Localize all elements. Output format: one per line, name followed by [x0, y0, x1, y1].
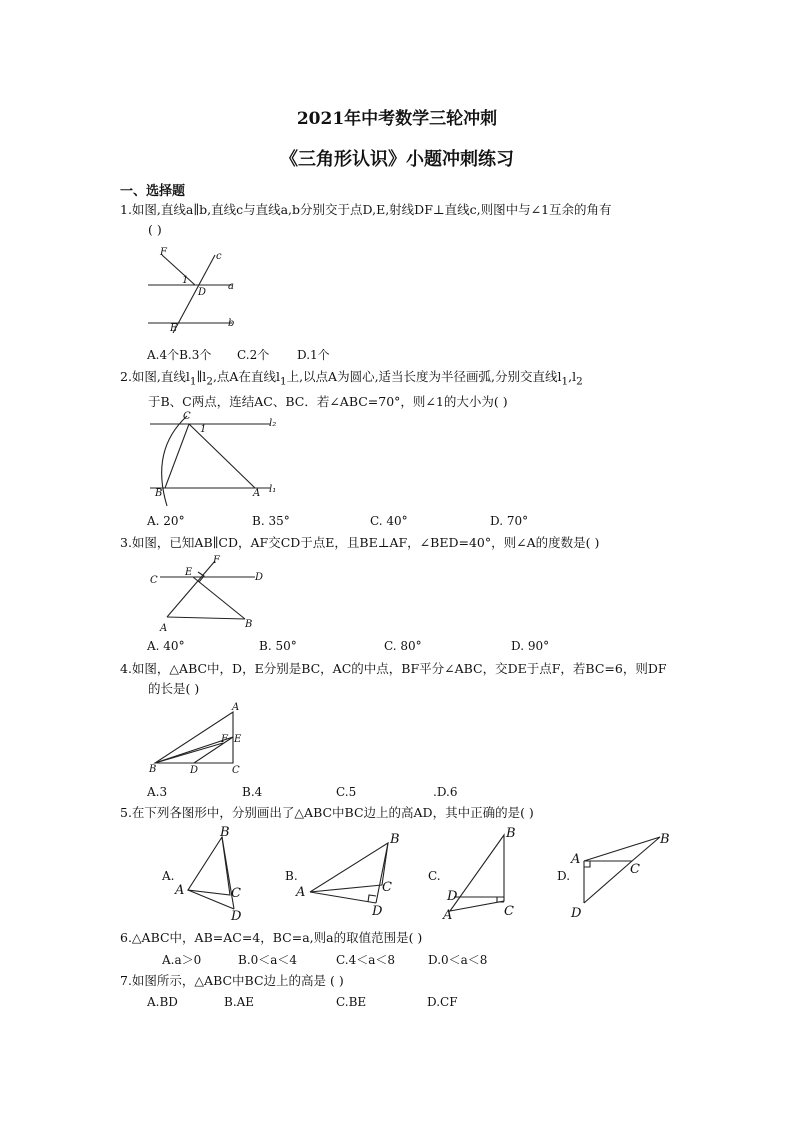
- label-C: C: [382, 880, 392, 895]
- label-D: D: [447, 889, 458, 904]
- question-1: [120, 200, 720, 240]
- label-C: C: [630, 862, 640, 877]
- label-D: D: [198, 287, 207, 298]
- page-title: 2021年中考数学三轮冲刺: [296, 109, 498, 129]
- label-F: F: [213, 555, 220, 566]
- label-1: 1: [182, 275, 189, 286]
- option-q1-ab[interactable]: A.4个B.3个: [147, 348, 212, 362]
- label-C: C: [231, 886, 241, 901]
- option-q6-d[interactable]: D.0＜a＜8: [428, 953, 488, 967]
- label-A: A: [253, 488, 261, 499]
- question-5-text: 5.在下列各图形中，分别画出了△ABC中BC边上的高AD，其中正确的是( ): [120, 805, 534, 820]
- option-q7-d[interactable]: D.CF: [427, 995, 458, 1009]
- label-B: B: [390, 832, 400, 847]
- question-5: [120, 803, 720, 823]
- option-q6-a[interactable]: A.a＞0: [162, 953, 202, 967]
- option-q3-c[interactable]: C. 80°: [384, 639, 422, 653]
- label-D: D: [372, 904, 383, 919]
- option-q6-c[interactable]: C.4＜a＜8: [336, 953, 395, 967]
- label-A: A: [175, 883, 185, 898]
- label-D: D: [190, 765, 199, 776]
- question-7: [120, 971, 720, 991]
- question-7-text: 7.如图所示，△ABC中BC边上的高是 ( ): [120, 973, 344, 988]
- question-2: [120, 367, 720, 412]
- label-A: A: [571, 852, 581, 867]
- label-A: A: [296, 885, 306, 900]
- question-1-text: 1.如图,直线a∥b,直线c与直线a,b分别交于点D,E,射线DF⊥直线c,则图中与∠1互余的角有: [120, 202, 612, 217]
- figure-q4: [145, 700, 255, 778]
- option-q4-b[interactable]: B.4: [242, 785, 263, 799]
- label-D: D: [571, 906, 582, 921]
- option-q7-c[interactable]: C.BE: [336, 995, 367, 1009]
- question-6-text: 6.△ABC中，AB=AC=4，BC=a,则a的取值范围是( ): [120, 930, 423, 945]
- option-q3-d[interactable]: D. 90°: [511, 639, 550, 653]
- label-A: A: [443, 908, 453, 923]
- option-q3-b[interactable]: B. 50°: [259, 639, 297, 653]
- label-E: E: [234, 734, 242, 745]
- figure-q3: [145, 555, 275, 635]
- option-q2-b[interactable]: B. 35°: [252, 514, 290, 528]
- label-A: A: [160, 623, 168, 634]
- label-B: B: [245, 619, 253, 630]
- option-q6-b[interactable]: B.0＜a＜4: [238, 953, 298, 967]
- question-3-text: 3.如图，已知AB∥CD，AF交CD于点E，且BE⊥AF，∠BED=40°，则∠A的度数是( ): [120, 535, 600, 550]
- figure-q5-d: [570, 825, 680, 925]
- q5-fig-label-c[interactable]: C.: [428, 869, 441, 883]
- q5-fig-label-a[interactable]: A.: [162, 869, 175, 883]
- label-1: 1: [200, 424, 207, 435]
- label-b: b: [228, 318, 235, 329]
- question-4-text: 4.如图，△ABC中，D，E分别是BC，AC的中点，BF平分∠ABC，交DE于点F，若BC=6，则DF: [120, 661, 667, 676]
- label-B: B: [220, 825, 230, 840]
- option-q7-b[interactable]: B.AE: [224, 995, 255, 1009]
- question-2-text: 2.如图,直线$l_1\parallel l_2$,点A在直线$l_1$上,以点A为圆心,适当长度为半径画弧,分别交直线$l_1,l_2$: [120, 369, 583, 388]
- label-C: C: [183, 411, 191, 422]
- label-a: a: [228, 281, 234, 292]
- label-C: C: [150, 575, 158, 586]
- page-subtitle: 《三角形认识》小题冲刺练习: [280, 149, 514, 170]
- q5-fig-label-b[interactable]: B.: [285, 869, 298, 883]
- label-E: E: [170, 323, 178, 334]
- figure-q5-b: [296, 825, 416, 925]
- figure-q5-c: [440, 825, 530, 925]
- question-2-text-2: 于B、C两点，连结AC、BC．若∠ABC=70°，则∠1的大小为( ): [148, 393, 508, 409]
- label-D: D: [231, 909, 242, 924]
- figure-q5-a: [172, 825, 252, 925]
- question-6: [120, 928, 720, 948]
- q5-fig-label-d[interactable]: D.: [557, 869, 571, 883]
- label-B: B: [149, 764, 157, 775]
- option-q2-d[interactable]: D. 70°: [490, 514, 529, 528]
- option-q7-a[interactable]: A.BD: [147, 995, 178, 1009]
- question-4: [120, 659, 720, 699]
- option-q2-a[interactable]: A. 20°: [147, 514, 185, 528]
- option-q1-c[interactable]: C.2个: [237, 348, 270, 362]
- label-c: c: [216, 251, 222, 262]
- figure-q1: [140, 245, 260, 340]
- label-F: F: [221, 734, 228, 745]
- option-q4-a[interactable]: A.3: [147, 785, 168, 799]
- label-l2: l₂: [269, 418, 277, 429]
- figure-q2: [145, 410, 285, 510]
- question-3: [120, 533, 720, 553]
- option-q4-d[interactable]: .D.6: [433, 785, 458, 799]
- label-l1: l₁: [269, 484, 277, 495]
- option-q3-a[interactable]: A. 40°: [147, 639, 185, 653]
- label-B: B: [506, 826, 516, 841]
- question-4-blank: 的长是( ): [148, 681, 200, 696]
- option-q2-c[interactable]: C. 40°: [370, 514, 408, 528]
- label-C: C: [504, 904, 514, 919]
- label-D: D: [255, 572, 264, 583]
- question-1-blank: ( ): [148, 222, 162, 237]
- section-heading: 一、选择题: [120, 184, 186, 199]
- label-C: C: [232, 765, 240, 776]
- label-F: F: [160, 247, 167, 258]
- label-E: E: [185, 567, 193, 578]
- label-B: B: [660, 832, 670, 847]
- label-A: A: [232, 702, 240, 713]
- label-B: B: [155, 488, 163, 499]
- option-q1-d[interactable]: D.1个: [297, 348, 330, 362]
- option-q4-c[interactable]: C.5: [336, 785, 357, 799]
